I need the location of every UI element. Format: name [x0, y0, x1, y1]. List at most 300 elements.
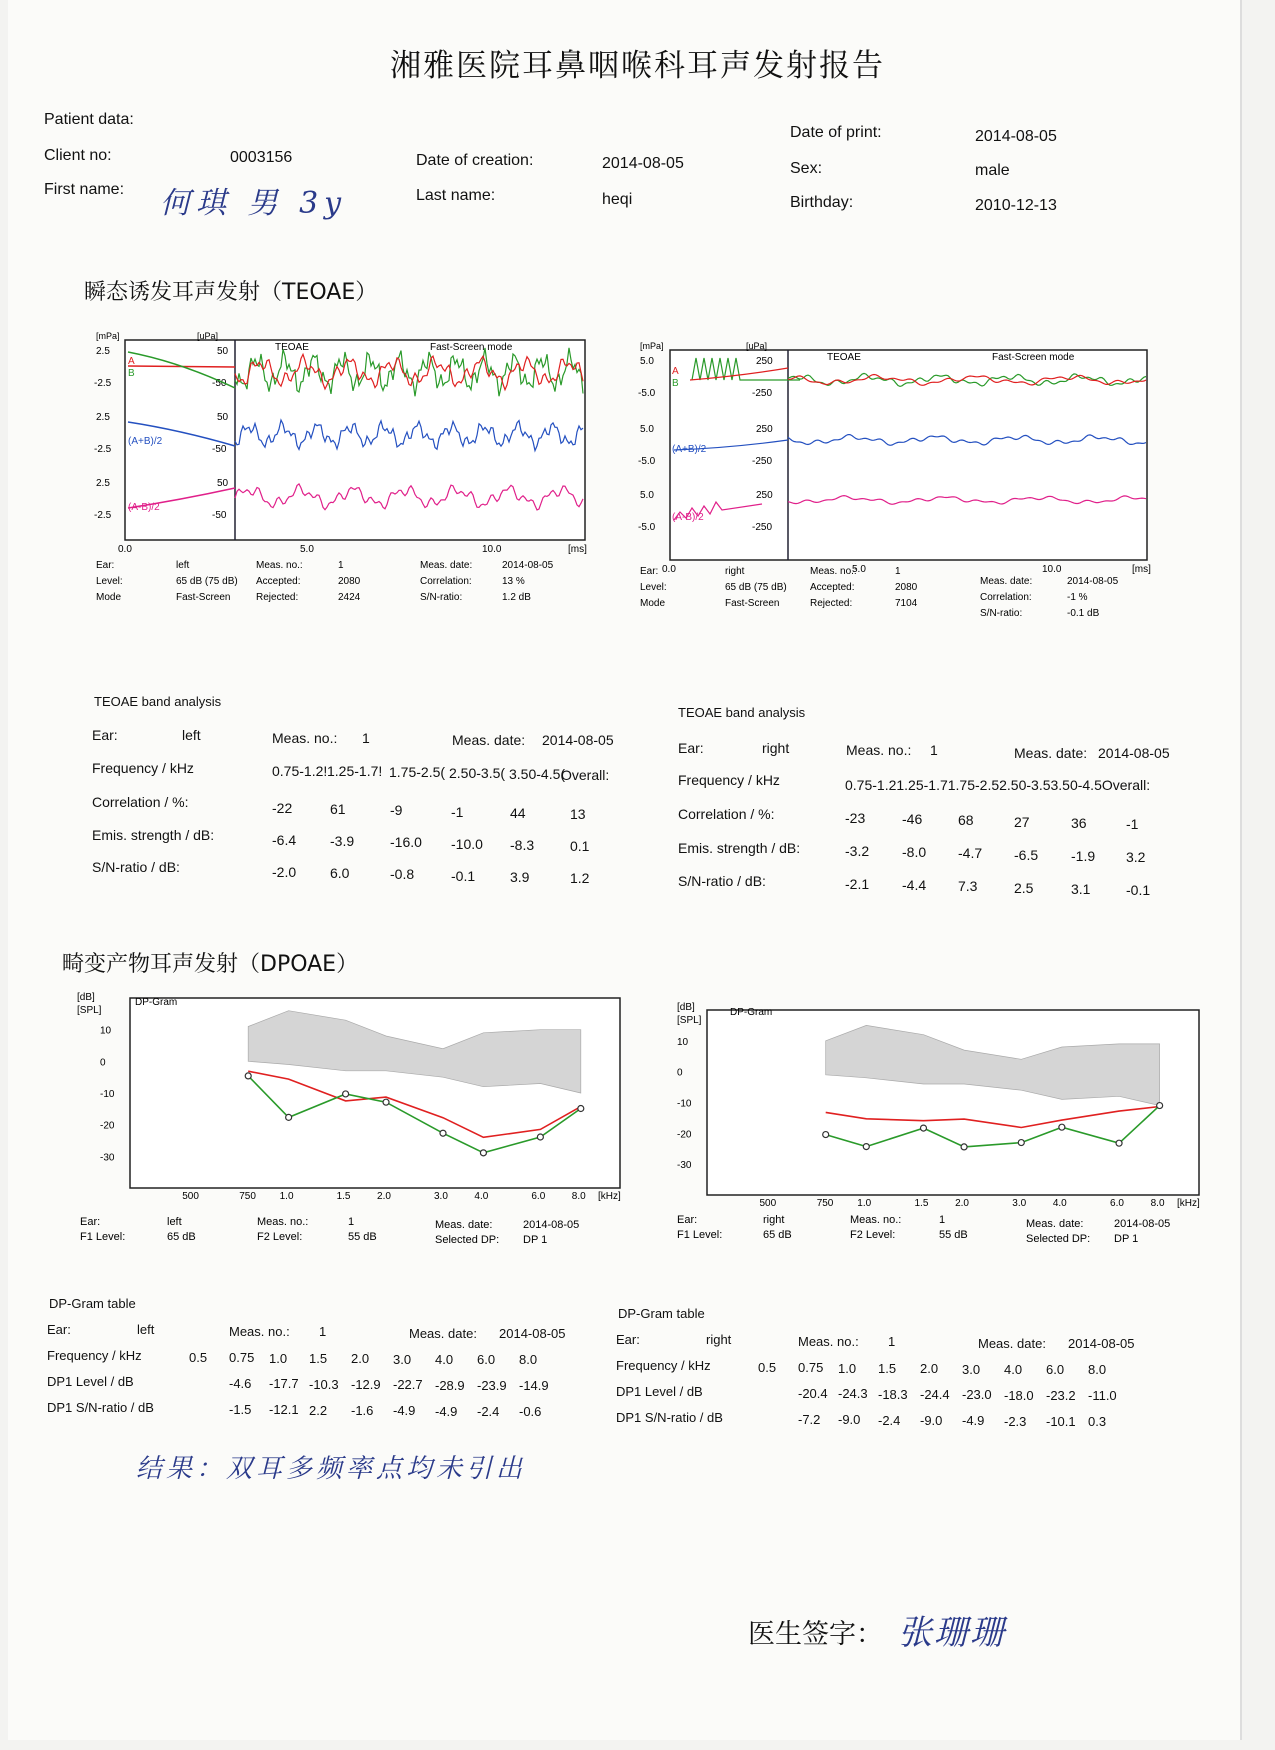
band-date: 2014-08-05: [1098, 745, 1170, 761]
result-handwritten: 结果：双耳多频率点均未引出: [136, 1454, 527, 1484]
dp-left-info: [80, 1216, 579, 1246]
data-point: [863, 1144, 869, 1150]
svg-text:5.0: 5.0: [640, 424, 654, 435]
band-value: -1: [451, 803, 464, 820]
dpoae-section-title: 畸变产物耳声发射（DPOAE）: [62, 952, 359, 977]
date-creation-value: 2014-08-05: [602, 155, 684, 172]
tick: -50: [212, 378, 227, 389]
dp-sn-label: DP1 S/N-ratio / dB: [47, 1400, 154, 1415]
x-tick: [kHz]: [1177, 1198, 1200, 1209]
svg-text:Ear:: Ear:: [640, 566, 659, 577]
band-value: -8.0: [902, 844, 927, 861]
svg-text:250: 250: [756, 356, 773, 367]
teoae-right-plot: [630, 340, 1170, 630]
data-point: [537, 1134, 543, 1140]
band-ear: left: [182, 727, 201, 743]
band-value: 68: [958, 812, 974, 829]
dp-sn-label: DP1 S/N-ratio / dB: [616, 1410, 723, 1425]
svg-text:Meas. date:: Meas. date:: [1026, 1218, 1084, 1230]
tick: 50: [217, 478, 229, 489]
y-tick: 10: [677, 1036, 689, 1048]
band-row-label: Emis. strength / dB:: [678, 840, 801, 856]
svg-text:2014-08-05: 2014-08-05: [1067, 576, 1119, 587]
band-freq: 0.75-1.2!: [272, 763, 328, 779]
x-tick: 500: [182, 1191, 199, 1202]
svg-text:Meas. date:: Meas. date:: [420, 560, 473, 571]
band-value: 1.2: [570, 870, 590, 886]
band-meas-label: Meas. no.:: [272, 730, 338, 746]
trace-label-sum: (A+B)/2: [128, 436, 163, 447]
band-value: -3.9: [330, 833, 355, 850]
band-meas-label: Meas. no.:: [846, 742, 912, 758]
dp-ear: left: [137, 1322, 155, 1337]
band-ear-label: Ear:: [678, 740, 704, 756]
svg-text:0.0: 0.0: [662, 564, 676, 575]
y-tick: -30: [100, 1152, 115, 1164]
patient-data-label: Patient data:: [44, 111, 134, 128]
svg-text:Correlation:: Correlation:: [980, 592, 1032, 603]
trace-label-diff: (A-B)/2: [128, 502, 160, 513]
dp-freq: 6.0: [1046, 1362, 1065, 1378]
dp-meas: 1: [319, 1324, 327, 1339]
svg-text:10.0: 10.0: [1042, 564, 1062, 575]
svg-text:-250: -250: [752, 456, 773, 467]
dp-freq: 4.0: [435, 1351, 454, 1367]
teoae-section-title: 瞬态诱发耳声发射（TEOAE）: [84, 280, 378, 305]
data-point: [823, 1132, 829, 1138]
date-print-label: Date of print:: [790, 124, 882, 141]
sex-value: male: [975, 162, 1010, 179]
svg-text:-5.0: -5.0: [638, 456, 656, 467]
svg-text:2080: 2080: [895, 582, 918, 593]
left-axis-ticks: [94, 346, 112, 521]
svg-text:Meas. no.:: Meas. no.:: [810, 566, 857, 577]
dp-date: 2014-08-05: [1068, 1336, 1135, 1351]
svg-text:250: 250: [756, 424, 773, 435]
band-value: -8.3: [510, 836, 535, 853]
band-value: -4.7: [958, 845, 983, 862]
svg-text:(A-B)/2: (A-B)/2: [672, 512, 704, 523]
dp-freq: 8.0: [1088, 1362, 1107, 1378]
x-tick: 4.0: [474, 1191, 489, 1202]
svg-text:DP 1: DP 1: [523, 1234, 548, 1246]
svg-text:-250: -250: [752, 388, 773, 399]
svg-text:[dB]: [dB]: [77, 992, 95, 1003]
dp-sn-value: -9.0: [838, 1412, 861, 1428]
dp-date-label: Meas. date:: [409, 1326, 477, 1341]
band-value: -0.1: [1126, 882, 1151, 898]
date-creation-label: Date of creation:: [416, 152, 534, 169]
y-tick: -10: [677, 1098, 692, 1110]
data-point: [383, 1099, 389, 1105]
svg-text:[ms]: [ms]: [1132, 564, 1151, 575]
x-tick: 3.0: [433, 1191, 448, 1202]
svg-text:F1 Level:: F1 Level:: [677, 1229, 723, 1241]
band-value: -4.4: [902, 877, 927, 894]
band-freq-label: Frequency / kHz: [678, 772, 780, 788]
data-point: [920, 1125, 926, 1131]
dp-sn-value: -10.1: [1046, 1413, 1076, 1429]
dp-level-value: -18.0: [1004, 1387, 1034, 1403]
svg-text:5.0: 5.0: [852, 564, 866, 575]
dp-freq: 0.75: [229, 1350, 255, 1366]
svg-text:5.0: 5.0: [640, 490, 654, 501]
tick: -50: [212, 444, 227, 455]
band-value: -2.1: [845, 876, 870, 892]
svg-text:-1 %: -1 %: [1067, 592, 1088, 603]
svg-text:Meas. no.:: Meas. no.:: [257, 1216, 309, 1228]
svg-text:left: left: [167, 1216, 182, 1228]
band-meas: 1: [930, 742, 938, 758]
svg-text:65 dB: 65 dB: [763, 1229, 792, 1241]
svg-text:right: right: [763, 1214, 785, 1226]
band-value: 0.1: [570, 838, 590, 854]
svg-text:Correlation:: Correlation:: [420, 576, 472, 587]
dp-freq: 3.0: [962, 1361, 981, 1377]
dp-freq: 1.5: [878, 1360, 897, 1376]
dp-level-value: -28.9: [435, 1377, 465, 1393]
band-value: 13: [570, 806, 586, 822]
band-value: -23: [845, 810, 866, 826]
x-tick: 1.0: [279, 1191, 294, 1202]
svg-text:Ear:: Ear:: [96, 560, 115, 571]
band-title: TEOAE band analysis: [678, 705, 806, 720]
x-tick: 10.0: [482, 544, 502, 555]
dp-level-value: -23.0: [962, 1387, 992, 1403]
svg-text:[uPa]: [uPa]: [746, 341, 768, 351]
x-tick: 3.0: [1012, 1198, 1027, 1209]
tick: -2.5: [94, 510, 112, 521]
dpgram-left-plot: [75, 988, 635, 1248]
svg-text:right: right: [725, 566, 745, 577]
band-row-label: Emis. strength / dB:: [92, 827, 215, 843]
band-date-label: Meas. date:: [1014, 745, 1088, 761]
svg-text:Meas. date:: Meas. date:: [980, 576, 1033, 587]
svg-text:F2 Level:: F2 Level:: [850, 1229, 896, 1241]
dp-sn-value: 2.2: [309, 1402, 328, 1418]
dp-date: 2014-08-05: [499, 1326, 566, 1341]
dp-freq: 0.5: [758, 1360, 777, 1375]
last-name-value: heqi: [602, 191, 633, 208]
tick: 50: [217, 346, 229, 357]
dp-level-value: -10.3: [309, 1376, 339, 1392]
svg-text:1: 1: [939, 1214, 946, 1226]
band-row-label: S/N-ratio / dB:: [92, 859, 180, 875]
tick: 2.5: [96, 412, 110, 423]
x-tick: 8.0: [571, 1191, 586, 1202]
svg-text:Fast-Screen: Fast-Screen: [725, 598, 780, 609]
dp-ear-label: Ear:: [47, 1322, 71, 1337]
band-value: 3.1: [1071, 880, 1091, 897]
svg-text:7104: 7104: [895, 598, 918, 609]
svg-text:DP-Gram: DP-Gram: [730, 1007, 773, 1018]
y-tick: 10: [100, 1025, 112, 1037]
svg-text:Ear:: Ear:: [80, 1216, 101, 1228]
dp-freq: 6.0: [477, 1352, 496, 1368]
svg-text:DP-Gram: DP-Gram: [135, 997, 178, 1008]
doctor-signature: 张珊珊: [898, 1613, 1006, 1653]
x-tick: 4.0: [1052, 1198, 1067, 1209]
band-value: -10.0: [451, 835, 483, 852]
data-point: [286, 1114, 292, 1120]
dp-level-value: -12.9: [351, 1376, 381, 1392]
trace-label-b: B: [128, 368, 135, 379]
tick: -2.5: [94, 444, 112, 455]
dp-sn-value: -9.0: [920, 1412, 943, 1428]
band-value: -2.0: [272, 864, 297, 880]
dp-level-value: -20.4: [798, 1386, 828, 1401]
band-value: -6.5: [1014, 846, 1039, 863]
svg-text:1: 1: [338, 560, 344, 571]
dpgram-right-plot: [670, 998, 1210, 1258]
y-unit-right: [uPa]: [197, 331, 219, 341]
svg-text:[SPL]: [SPL]: [77, 1005, 102, 1016]
y-tick: -20: [677, 1129, 692, 1141]
data-point: [1116, 1140, 1122, 1146]
band-freq-label: Frequency / kHz: [92, 760, 194, 776]
dp-freq: 8.0: [519, 1352, 538, 1368]
tick: 50: [217, 412, 229, 423]
tick: -50: [212, 510, 227, 521]
dp-level-value: -23.9: [477, 1377, 507, 1393]
band-value: 36: [1071, 814, 1087, 831]
x-tick: 500: [759, 1198, 777, 1209]
dp-level-value: -17.7: [269, 1376, 299, 1392]
svg-text:[SPL]: [SPL]: [677, 1015, 702, 1026]
svg-text:Rejected:: Rejected:: [256, 592, 299, 603]
svg-text:1: 1: [348, 1216, 355, 1228]
client-no-label: Client no:: [44, 147, 112, 164]
data-point: [343, 1091, 349, 1097]
data-point: [480, 1150, 486, 1156]
svg-text:Level:: Level:: [640, 582, 667, 593]
dp-sn-value: -4.9: [393, 1403, 416, 1419]
band-value: -22: [272, 800, 293, 816]
svg-text:13 %: 13 %: [502, 576, 525, 587]
x-tick: 2.0: [955, 1198, 969, 1209]
y-tick: 0: [677, 1067, 683, 1079]
dp-meas: 1: [888, 1334, 896, 1349]
dp-freq: 1.5: [309, 1350, 328, 1366]
tick: -2.5: [94, 378, 112, 389]
band-title: TEOAE band analysis: [94, 694, 222, 709]
svg-text:55 dB: 55 dB: [939, 1229, 968, 1241]
data-point: [1018, 1140, 1024, 1146]
band-value: -3.2: [845, 843, 870, 859]
dp-table-title: DP-Gram table: [49, 1296, 136, 1311]
svg-text:F1 Level:: F1 Level:: [80, 1231, 126, 1243]
dp-meas-label: Meas. no.:: [229, 1324, 290, 1339]
trace-label-a: A: [128, 356, 135, 367]
svg-text:2014-08-05: 2014-08-05: [502, 560, 554, 571]
dp-level-value: -24.4: [920, 1386, 950, 1402]
dp-level-value: -22.7: [393, 1377, 423, 1393]
band-value: 2.5: [1014, 879, 1034, 896]
band-value: -46: [902, 811, 923, 828]
data-point: [1059, 1124, 1065, 1130]
dp-level-value: -24.3: [838, 1386, 868, 1402]
x-tick: [ms]: [568, 544, 587, 555]
band-value: -0.1: [451, 867, 476, 884]
dp-level-label: DP1 Level / dB: [616, 1384, 703, 1399]
band-row-label: Correlation / %:: [92, 794, 189, 810]
svg-text:5.0: 5.0: [640, 356, 654, 367]
last-name-label: Last name:: [416, 187, 496, 204]
dp-sn-value: -2.3: [1004, 1413, 1027, 1429]
first-name-handwritten: 何琪 男 3y: [160, 186, 348, 221]
teoae-left-info: [96, 560, 554, 603]
dp-freq: 2.0: [920, 1361, 939, 1377]
client-no-value: 0003156: [230, 149, 293, 166]
dp-sn-value: -4.9: [962, 1413, 985, 1429]
svg-text:65 dB (75 dB): 65 dB (75 dB): [725, 582, 787, 593]
svg-text:55 dB: 55 dB: [348, 1231, 377, 1243]
y-tick: -10: [100, 1089, 115, 1100]
x-tick: 750: [816, 1198, 834, 1209]
band-value: -9: [390, 802, 403, 819]
dp-meas-label: Meas. no.:: [798, 1334, 859, 1349]
svg-text:Accepted:: Accepted:: [810, 582, 855, 593]
dp-sn-value: -12.1: [269, 1402, 299, 1418]
band-ear: right: [762, 740, 790, 756]
svg-text:1.2 dB: 1.2 dB: [502, 592, 531, 603]
svg-text:S/N-ratio:: S/N-ratio:: [420, 592, 463, 603]
report-title: 湘雅医院耳鼻咽喉科耳声发射报告: [390, 48, 885, 84]
x-tick: 2.0: [377, 1191, 391, 1202]
band-value: -1: [1126, 816, 1139, 832]
y-tick: -20: [100, 1120, 115, 1132]
dp-sn-value: -0.6: [519, 1404, 542, 1420]
svg-text:Selected DP:: Selected DP:: [435, 1234, 500, 1246]
dp-freq: 1.0: [269, 1350, 288, 1366]
y-unit-left: [mPa]: [96, 331, 120, 341]
dp-sn-value: 0.3: [1088, 1414, 1107, 1430]
dp-sn-value: -1.5: [229, 1402, 252, 1417]
band-freqs: 0.75-1.21.25-1.71.75-2.52.50-3.53.50-4.5Overall:: [845, 777, 1151, 793]
dp-right-info: [677, 1214, 1170, 1245]
left-axis-ticks: [638, 356, 656, 533]
dp-freq: 3.0: [393, 1351, 412, 1367]
svg-text:Fast-Screen mode: Fast-Screen mode: [992, 352, 1075, 363]
first-name-label: First name:: [44, 181, 125, 198]
dp-freq-label: Frequency / kHz: [47, 1348, 142, 1363]
signature-label: 医生签字：: [748, 1619, 883, 1650]
band-freq: 2.50-3.5(: [449, 765, 506, 781]
band-value: 61: [330, 801, 346, 818]
x-tick: 1.5: [336, 1191, 351, 1202]
band-freq: Overall:: [561, 767, 610, 783]
svg-text:Mode: Mode: [640, 598, 666, 609]
svg-text:65 dB: 65 dB: [167, 1231, 196, 1243]
svg-text:Accepted:: Accepted:: [256, 576, 301, 587]
tick: 2.5: [96, 478, 110, 489]
svg-text:Meas. no.:: Meas. no.:: [256, 560, 303, 571]
dp-freq: 1.0: [838, 1360, 857, 1376]
dp-freq: 0.5: [189, 1350, 208, 1365]
data-point: [1157, 1103, 1163, 1109]
date-print-value: 2014-08-05: [975, 128, 1057, 145]
band-meas: 1: [362, 730, 370, 746]
band-value: 44: [510, 804, 526, 821]
band-row-label: Correlation / %:: [678, 806, 775, 822]
svg-text:-5.0: -5.0: [638, 388, 656, 399]
band-value: -0.8: [390, 866, 415, 883]
band-freq: 1.25-1.7!: [327, 763, 383, 779]
svg-text:(A+B)/2: (A+B)/2: [672, 444, 707, 455]
svg-text:Rejected:: Rejected:: [810, 598, 853, 609]
svg-text:A: A: [672, 366, 679, 377]
svg-text:Ear:: Ear:: [677, 1214, 698, 1226]
band-ear-label: Ear:: [92, 727, 118, 743]
x-tick: 0.0: [118, 544, 132, 555]
svg-text:Meas. no.:: Meas. no.:: [850, 1214, 902, 1226]
dp-ear: right: [706, 1332, 732, 1347]
svg-text:Meas. date:: Meas. date:: [435, 1219, 493, 1231]
svg-text:-5.0: -5.0: [638, 522, 656, 533]
svg-text:250: 250: [756, 490, 773, 501]
svg-text:Fast-Screen: Fast-Screen: [176, 592, 231, 603]
plot-header-mode: Fast-Screen mode: [430, 342, 513, 353]
x-tick: 6.0: [531, 1191, 546, 1202]
svg-text:1: 1: [895, 566, 901, 577]
data-point: [440, 1130, 446, 1136]
birthday-label: Birthday:: [790, 194, 854, 211]
dp-freq: 2.0: [351, 1351, 370, 1367]
dp-freq-label: Frequency / kHz: [616, 1358, 711, 1373]
svg-text:2014-08-05: 2014-08-05: [523, 1219, 580, 1231]
x-tick: 8.0: [1150, 1198, 1165, 1209]
svg-text:F2 Level:: F2 Level:: [257, 1231, 303, 1243]
band-date: 2014-08-05: [542, 732, 614, 748]
svg-text:2080: 2080: [338, 576, 361, 587]
band-value: 27: [1014, 813, 1030, 830]
y-tick: 0: [100, 1057, 106, 1069]
svg-text:S/N-ratio:: S/N-ratio:: [980, 608, 1023, 619]
svg-text:[dB]: [dB]: [677, 1002, 695, 1013]
band-value: 3.2: [1126, 849, 1146, 865]
x-tick: [kHz]: [598, 1191, 621, 1202]
y-tick: -30: [677, 1160, 692, 1172]
dp-freq: 0.75: [798, 1360, 824, 1376]
sex-label: Sex:: [790, 160, 823, 177]
x-tick: 750: [239, 1191, 256, 1202]
band-value: -1.9: [1071, 847, 1096, 864]
dp-sn-value: -1.6: [351, 1402, 374, 1418]
svg-text:Selected DP:: Selected DP:: [1026, 1233, 1091, 1245]
dp-date-label: Meas. date:: [978, 1336, 1046, 1351]
data-point: [245, 1073, 251, 1079]
dp-level-value: -4.6: [229, 1376, 252, 1391]
data-point: [578, 1106, 584, 1112]
svg-text:Level:: Level:: [96, 576, 123, 587]
tick: 2.5: [96, 346, 110, 357]
band-value: -6.4: [272, 832, 297, 848]
band-value: 3.9: [510, 868, 530, 885]
svg-text:2424: 2424: [338, 592, 361, 603]
dp-level-value: -18.3: [878, 1386, 908, 1402]
svg-text:2014-08-05: 2014-08-05: [1114, 1218, 1171, 1230]
x-tick: 1.0: [857, 1198, 872, 1209]
svg-text:TEOAE: TEOAE: [827, 352, 861, 363]
birthday-value: 2010-12-13: [975, 197, 1057, 214]
data-point: [961, 1144, 967, 1150]
dp-freq: 4.0: [1004, 1361, 1023, 1377]
teoae-left-plot: [90, 330, 610, 620]
dp-level-value: -23.2: [1046, 1387, 1076, 1403]
band-date-label: Meas. date:: [452, 732, 526, 748]
svg-text:65 dB (75 dB): 65 dB (75 dB): [176, 576, 238, 587]
band-value: 7.3: [958, 878, 978, 895]
